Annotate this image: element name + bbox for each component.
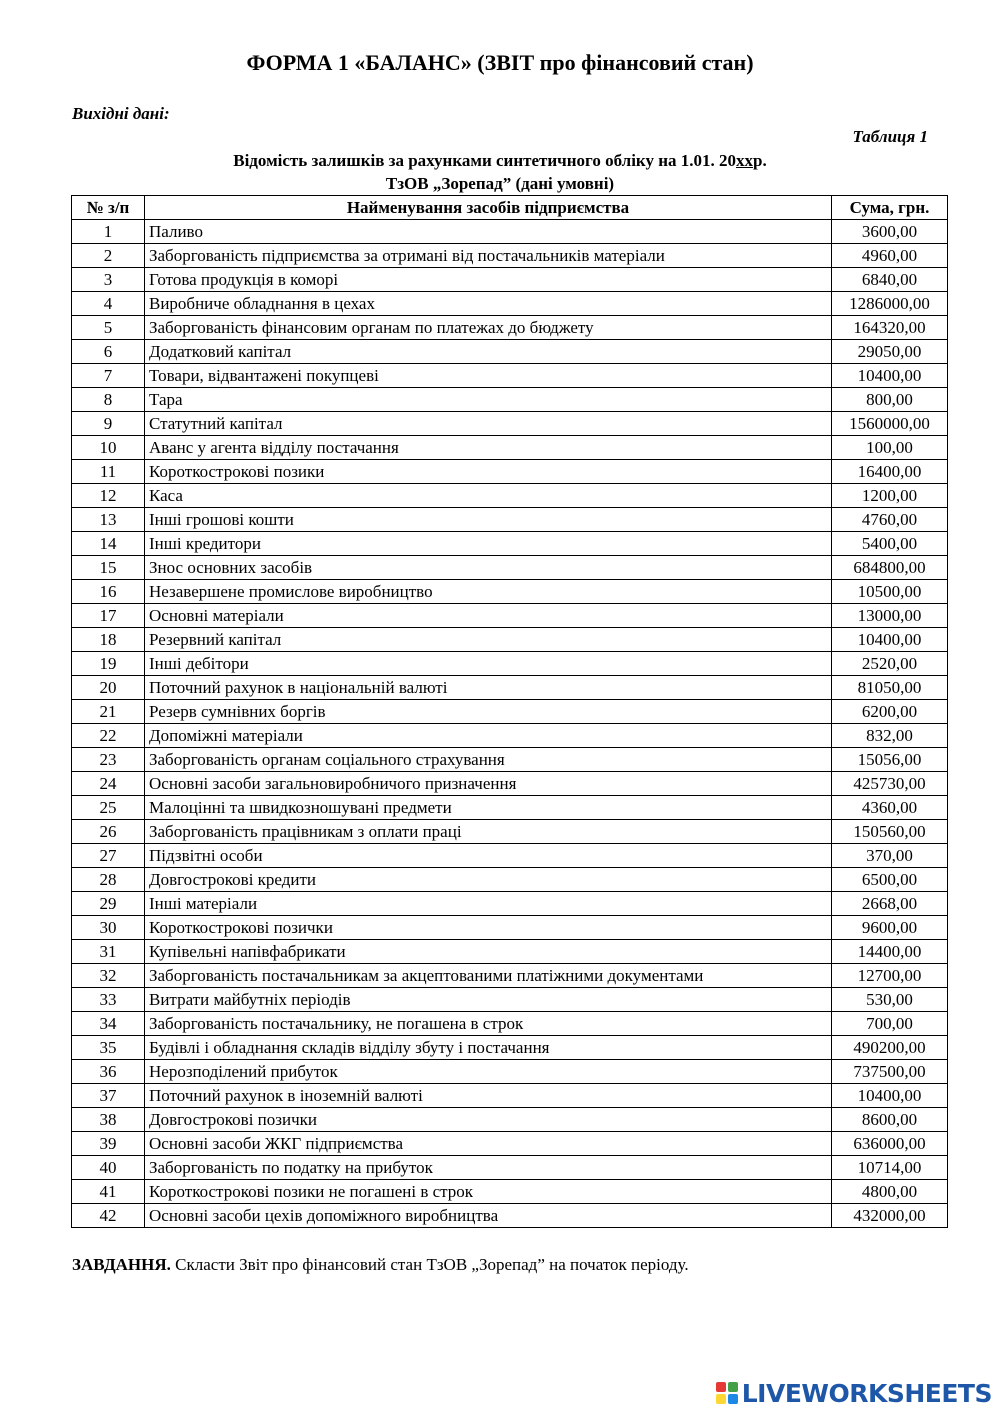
- row-number: 35: [72, 1036, 145, 1060]
- row-number: 16: [72, 580, 145, 604]
- row-name: Поточний рахунок в іноземній валюті: [145, 1084, 832, 1108]
- row-name: Основні засоби цехів допоміжного виробництва: [145, 1204, 832, 1228]
- table-row: [72, 604, 948, 628]
- row-name: Заборгованість фінансовим органам по платежах до бюджету: [145, 316, 832, 340]
- row-number: 1: [72, 220, 145, 244]
- row-number: 11: [72, 460, 145, 484]
- caption-prefix: Відомість залишків за рахунками синтетичного обліку на 1.01. 20: [233, 151, 737, 170]
- row-sum: 29050,00: [832, 340, 948, 364]
- table-row: [72, 532, 948, 556]
- caption-suffix: р.: [753, 151, 767, 170]
- caption-line-2: ТзОВ „Зорепад” (дані умовні): [385, 174, 615, 193]
- table-row: [72, 580, 948, 604]
- header-number: № з/п: [72, 196, 145, 220]
- row-sum: 1200,00: [832, 484, 948, 508]
- balances-table: [71, 195, 948, 1228]
- table-row: [72, 316, 948, 340]
- row-sum: 10400,00: [832, 628, 948, 652]
- row-sum: 4760,00: [832, 508, 948, 532]
- row-number: 17: [72, 604, 145, 628]
- row-sum: 6840,00: [832, 268, 948, 292]
- table-row: [72, 724, 948, 748]
- row-sum: 10400,00: [832, 364, 948, 388]
- table-row: [72, 820, 948, 844]
- row-number: 22: [72, 724, 145, 748]
- task-text: [72, 1255, 689, 1275]
- task-description: Скласти Звіт про фінансовий стан ТзОВ „Зорепад” на початок періоду.: [170, 1255, 689, 1274]
- row-number: 6: [72, 340, 145, 364]
- row-number: 10: [72, 436, 145, 460]
- row-number: 26: [72, 820, 145, 844]
- table-header-row: [72, 196, 948, 220]
- row-name: Короткострокові позики: [145, 460, 832, 484]
- row-sum: 81050,00: [832, 676, 948, 700]
- row-name: Додатковий капітал: [145, 340, 832, 364]
- row-number: 41: [72, 1180, 145, 1204]
- table-row: [72, 1084, 948, 1108]
- row-sum: 4800,00: [832, 1180, 948, 1204]
- row-name: Заборгованість постачальнику, не погашена в строк: [145, 1012, 832, 1036]
- table-row: [72, 460, 948, 484]
- row-name: Статутний капітал: [145, 412, 832, 436]
- row-sum: 737500,00: [832, 1060, 948, 1084]
- source-data-label: Вихідні дані:: [72, 104, 170, 123]
- table-row: [72, 244, 948, 268]
- row-name: Резервний капітал: [145, 628, 832, 652]
- row-number: 13: [72, 508, 145, 532]
- row-number: 3: [72, 268, 145, 292]
- row-sum: 530,00: [832, 988, 948, 1012]
- row-name: Заборгованість підприємства за отримані від постачальників матеріали: [145, 244, 832, 268]
- row-number: 28: [72, 868, 145, 892]
- row-sum: 150560,00: [832, 820, 948, 844]
- row-name: Каса: [145, 484, 832, 508]
- row-name: Нерозподілений прибуток: [145, 1060, 832, 1084]
- row-name: Знос основних засобів: [145, 556, 832, 580]
- row-sum: 425730,00: [832, 772, 948, 796]
- table-row: [72, 796, 948, 820]
- row-number: 37: [72, 1084, 145, 1108]
- row-name: Товари, відвантажені покупцеві: [145, 364, 832, 388]
- row-name: Довгострокові позички: [145, 1108, 832, 1132]
- row-name: Інші грошові кошти: [145, 508, 832, 532]
- row-name: Готова продукція в коморі: [145, 268, 832, 292]
- row-name: Малоцінні та швидкозношувані предмети: [145, 796, 832, 820]
- row-number: 29: [72, 892, 145, 916]
- logo-square-red: [716, 1382, 726, 1392]
- row-name: Заборгованість постачальникам за акцептованими платіжними документами: [145, 964, 832, 988]
- row-sum: 832,00: [832, 724, 948, 748]
- row-sum: 13000,00: [832, 604, 948, 628]
- row-sum: 2668,00: [832, 892, 948, 916]
- row-name: Заборгованість органам соціального страхування: [145, 748, 832, 772]
- table-row: [72, 940, 948, 964]
- table-row: [72, 964, 948, 988]
- table-row: [72, 508, 948, 532]
- table-row: [72, 340, 948, 364]
- row-number: 18: [72, 628, 145, 652]
- row-number: 7: [72, 364, 145, 388]
- table-row: [72, 988, 948, 1012]
- row-number: 25: [72, 796, 145, 820]
- row-name: Тара: [145, 388, 832, 412]
- row-sum: 12700,00: [832, 964, 948, 988]
- row-name: Купівельні напівфабрикати: [145, 940, 832, 964]
- row-number: 14: [72, 532, 145, 556]
- row-sum: 490200,00: [832, 1036, 948, 1060]
- row-sum: 1560000,00: [832, 412, 948, 436]
- row-name: Основні засоби загальновиробничого призначення: [145, 772, 832, 796]
- table-row: [72, 220, 948, 244]
- table-row: [72, 844, 948, 868]
- table-row: [72, 1036, 948, 1060]
- table-row: [72, 892, 948, 916]
- table-row: [72, 1132, 948, 1156]
- row-sum: 100,00: [832, 436, 948, 460]
- row-number: 20: [72, 676, 145, 700]
- row-name: Будівлі і обладнання складів відділу збуту і постачання: [145, 1036, 832, 1060]
- row-number: 27: [72, 844, 145, 868]
- row-name: Резерв сумнівних боргів: [145, 700, 832, 724]
- table-row: [72, 364, 948, 388]
- row-name: Аванс у агента відділу постачання: [145, 436, 832, 460]
- row-number: 4: [72, 292, 145, 316]
- table-row: [72, 628, 948, 652]
- row-number: 23: [72, 748, 145, 772]
- row-sum: 16400,00: [832, 460, 948, 484]
- row-sum: 5400,00: [832, 532, 948, 556]
- table-row: [72, 868, 948, 892]
- row-sum: 700,00: [832, 1012, 948, 1036]
- row-number: 21: [72, 700, 145, 724]
- table-row: [72, 1180, 948, 1204]
- table-row: [72, 1012, 948, 1036]
- row-number: 15: [72, 556, 145, 580]
- row-number: 31: [72, 940, 145, 964]
- table-row: [72, 748, 948, 772]
- table-caption: [0, 149, 1000, 195]
- row-name: Короткострокові позички: [145, 916, 832, 940]
- row-number: 34: [72, 1012, 145, 1036]
- header-name: Найменування засобів підприємства: [145, 196, 832, 220]
- row-number: 9: [72, 412, 145, 436]
- row-name: Поточний рахунок в національній валюті: [145, 676, 832, 700]
- row-sum: 6200,00: [832, 700, 948, 724]
- row-number: 8: [72, 388, 145, 412]
- row-name: Витрати майбутніх періодів: [145, 988, 832, 1012]
- row-name: Заборгованість працівникам з оплати праці: [145, 820, 832, 844]
- row-sum: 2520,00: [832, 652, 948, 676]
- row-sum: 10714,00: [832, 1156, 948, 1180]
- table-row: [72, 1060, 948, 1084]
- row-name: Основні засоби ЖКГ підприємства: [145, 1132, 832, 1156]
- row-name: Короткострокові позики не погашені в строк: [145, 1180, 832, 1204]
- row-sum: 370,00: [832, 844, 948, 868]
- row-sum: 6500,00: [832, 868, 948, 892]
- row-name: Інші дебітори: [145, 652, 832, 676]
- row-name: Основні матеріали: [145, 604, 832, 628]
- logo-mark-icon: [716, 1382, 738, 1404]
- header-sum: Сума, грн.: [832, 196, 948, 220]
- row-sum: 10400,00: [832, 1084, 948, 1108]
- table-row: [72, 484, 948, 508]
- row-sum: 684800,00: [832, 556, 948, 580]
- table-row: [72, 652, 948, 676]
- row-sum: 636000,00: [832, 1132, 948, 1156]
- row-number: 39: [72, 1132, 145, 1156]
- row-name: Підзвітні особи: [145, 844, 832, 868]
- logo-text: LIVEWORKSHEETS: [741, 1378, 992, 1408]
- logo-square-green: [728, 1382, 738, 1392]
- row-number: 38: [72, 1108, 145, 1132]
- row-number: 30: [72, 916, 145, 940]
- row-sum: 3600,00: [832, 220, 948, 244]
- row-number: 24: [72, 772, 145, 796]
- task-label: ЗАВДАННЯ.: [72, 1255, 171, 1274]
- table-row: [72, 1156, 948, 1180]
- row-sum: 4960,00: [832, 244, 948, 268]
- row-sum: 1286000,00: [832, 292, 948, 316]
- table-row: [72, 916, 948, 940]
- row-name: Заборгованість по податку на прибуток: [145, 1156, 832, 1180]
- row-name: Інші кредитори: [145, 532, 832, 556]
- table-row: [72, 1108, 948, 1132]
- table-row: [72, 412, 948, 436]
- row-number: 2: [72, 244, 145, 268]
- row-number: 5: [72, 316, 145, 340]
- row-name: Інші матеріали: [145, 892, 832, 916]
- caption-year-placeholder: хх: [736, 151, 754, 170]
- row-name: Виробниче обладнання в цехах: [145, 292, 832, 316]
- row-number: 33: [72, 988, 145, 1012]
- row-sum: 9600,00: [832, 916, 948, 940]
- row-number: 42: [72, 1204, 145, 1228]
- row-sum: 8600,00: [832, 1108, 948, 1132]
- caption-line-1: [0, 149, 1000, 172]
- table-row: [72, 1204, 948, 1228]
- table-row: [72, 388, 948, 412]
- logo-square-blue: [728, 1394, 738, 1404]
- table-row: [72, 436, 948, 460]
- row-name: Допоміжні матеріали: [145, 724, 832, 748]
- row-number: 19: [72, 652, 145, 676]
- row-number: 12: [72, 484, 145, 508]
- table-row: [72, 292, 948, 316]
- row-number: 40: [72, 1156, 145, 1180]
- row-name: Довгострокові кредити: [145, 868, 832, 892]
- row-sum: 800,00: [832, 388, 948, 412]
- row-sum: 14400,00: [832, 940, 948, 964]
- row-sum: 15056,00: [832, 748, 948, 772]
- row-sum: 10500,00: [832, 580, 948, 604]
- table-row: [72, 268, 948, 292]
- table-row: [72, 700, 948, 724]
- row-sum: 4360,00: [832, 796, 948, 820]
- row-name: Паливо: [145, 220, 832, 244]
- table-number: Таблиця 1: [852, 127, 928, 146]
- row-sum: 164320,00: [832, 316, 948, 340]
- row-number: 32: [72, 964, 145, 988]
- page-title: ФОРМА 1 «БАЛАНС» (ЗВІТ про фінансовий стан): [246, 50, 754, 75]
- table-row: [72, 772, 948, 796]
- row-number: 36: [72, 1060, 145, 1084]
- row-name: Незавершене промислове виробництво: [145, 580, 832, 604]
- table-body: [72, 220, 948, 1228]
- logo-square-yellow: [716, 1394, 726, 1404]
- table-row: [72, 556, 948, 580]
- row-sum: 432000,00: [832, 1204, 948, 1228]
- table-row: [72, 676, 948, 700]
- liveworksheets-logo: [716, 1378, 992, 1408]
